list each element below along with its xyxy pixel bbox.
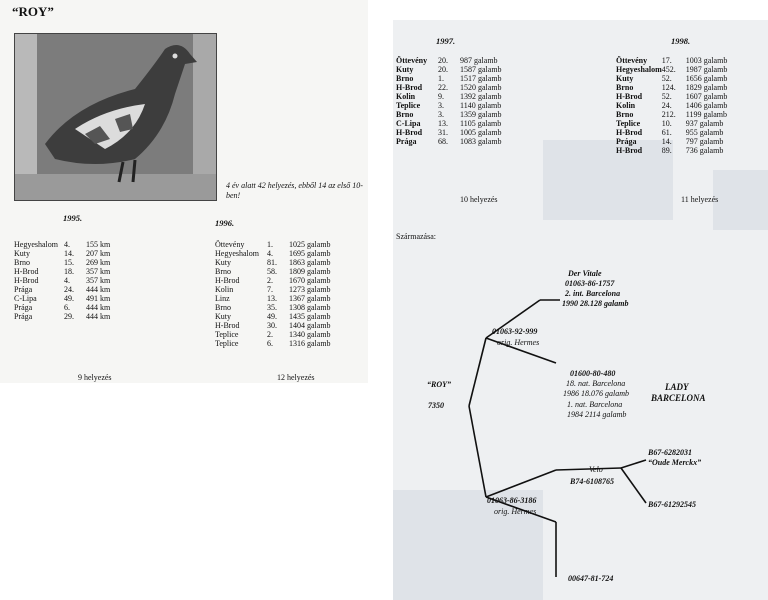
- result-rank: 35.: [267, 303, 277, 312]
- result-value: 1435 galamb: [289, 312, 331, 321]
- year-1997-heading: 1997.: [436, 36, 456, 46]
- result-value: 1392 galamb: [460, 92, 502, 101]
- year-1998-heading: 1998.: [671, 36, 691, 46]
- photo-caption: 4 év alatt 42 helyezés, ebből 14 az első 10-ben!: [226, 181, 363, 200]
- result-rank: 68.: [438, 137, 448, 146]
- result-rank: 31.: [438, 128, 448, 137]
- result-rank: 1.: [438, 74, 444, 83]
- result-rank: 4.: [64, 240, 70, 249]
- result-place: Kuty: [616, 74, 634, 83]
- result-value: 1199 galamb: [685, 110, 728, 119]
- sire-dam-note2: 1986 18.076 galamb: [563, 389, 629, 398]
- result-rank: 81.: [267, 258, 277, 267]
- result-place: H-Brod: [616, 146, 643, 155]
- result-place: Kuty: [215, 258, 231, 267]
- result-rank: 29.: [64, 312, 74, 321]
- result-rank: 10.: [661, 119, 672, 128]
- result-place: Öttevény: [396, 56, 428, 65]
- result-place: Prága: [14, 303, 33, 312]
- result-place: C-Lipa: [396, 119, 421, 128]
- result-value: 1406 galamb: [685, 101, 728, 110]
- sire-sire-note1: 2. int. Barcelona: [565, 289, 621, 298]
- result-place: Hegyeshalom: [616, 65, 662, 74]
- result-value: 444 km: [86, 312, 111, 321]
- result-rank: 49.: [267, 312, 277, 321]
- dam-ring: 01063-86-3186: [487, 496, 537, 505]
- result-rank: 15.: [64, 258, 74, 267]
- result-value: 1607 galamb: [685, 92, 728, 101]
- result-place: Brno: [396, 74, 414, 83]
- result-value: 444 km: [86, 303, 111, 312]
- result-rank: 6.: [64, 303, 70, 312]
- dam-sire-sire-name: “Oude Merckx”: [648, 458, 702, 467]
- result-place: Öttevény: [215, 240, 245, 249]
- result-place: Brno: [616, 110, 634, 119]
- result-rank: 2.: [267, 276, 273, 285]
- result-place: Brno: [396, 110, 414, 119]
- result-place: H-Brod: [14, 267, 39, 276]
- total-1998: 11 helyezés: [681, 195, 719, 204]
- sire-sire-note2: 1990 28.128 galamb: [562, 299, 629, 308]
- result-rank: 6.: [267, 339, 273, 348]
- result-value: 1520 galamb: [460, 83, 502, 92]
- result-place: Kuty: [396, 65, 414, 74]
- roy-ring: 7350: [428, 401, 444, 410]
- result-place: H-Brod: [396, 83, 423, 92]
- result-place: H-Brod: [616, 92, 643, 101]
- pedigree-heading: Származása:: [396, 232, 436, 241]
- result-rank: 58.: [267, 267, 277, 276]
- result-rank: 17.: [661, 56, 672, 65]
- sire-dam-note3: 1. nat. Barcelona: [567, 400, 623, 409]
- result-rank: 61.: [661, 128, 672, 137]
- result-value: 736 galamb: [685, 146, 724, 155]
- result-value: 1359 galamb: [460, 110, 502, 119]
- result-value: 1083 galamb: [460, 137, 502, 146]
- result-place: Brno: [14, 258, 30, 267]
- page-title: “ROY”: [12, 4, 54, 19]
- sire-sire-ring: 01063-86-1757: [565, 279, 615, 288]
- result-value: 1987 galamb: [685, 65, 728, 74]
- result-place: Teplice: [215, 330, 239, 339]
- dam-sire-dam-ring: B67-61292545: [648, 500, 696, 509]
- result-rank: 22.: [438, 83, 448, 92]
- result-rank: 4.: [64, 276, 70, 285]
- result-rank: 3.: [438, 110, 444, 119]
- result-rank: 9.: [438, 92, 444, 101]
- result-rank: 124.: [661, 83, 676, 92]
- result-rank: 52.: [661, 74, 672, 83]
- result-place: Kuty: [14, 249, 30, 258]
- result-value: 1809 galamb: [289, 267, 331, 276]
- result-value: 1340 galamb: [289, 330, 331, 339]
- result-rank: 2.: [267, 330, 273, 339]
- dam-sire-ring: B74-6108765: [570, 477, 614, 486]
- result-value: 937 galamb: [685, 119, 724, 128]
- result-value: 491 km: [86, 294, 111, 303]
- result-place: Brno: [215, 267, 231, 276]
- result-rank: 52.: [661, 92, 672, 101]
- result-rank: 7.: [267, 285, 273, 294]
- result-place: H-Brod: [616, 128, 643, 137]
- sire-dam-note4: 1984 2114 galamb: [567, 410, 627, 419]
- result-rank: 49.: [64, 294, 74, 303]
- result-rank: 24.: [64, 285, 74, 294]
- result-place: Teplice: [215, 339, 239, 348]
- result-value: 955 galamb: [685, 128, 724, 137]
- year-1995-heading: 1995.: [63, 213, 83, 223]
- result-value: 357 km: [86, 276, 111, 285]
- result-place: Prága: [616, 137, 637, 146]
- result-value: 1656 galamb: [685, 74, 728, 83]
- result-place: C-Lipa: [14, 294, 37, 303]
- result-place: Kolin: [215, 285, 234, 294]
- result-value: 1316 galamb: [289, 339, 331, 348]
- result-place: H-Brod: [396, 128, 423, 137]
- result-place: Hegyeshalom: [14, 240, 58, 249]
- result-value: 444 km: [86, 285, 111, 294]
- sire-ring: 01063-92-999: [492, 327, 538, 336]
- roy-name: “ROY”: [427, 380, 451, 389]
- dam-dam-ring: 00647-81-724: [568, 574, 614, 583]
- result-value: 1695 galamb: [289, 249, 331, 258]
- result-value: 1025 galamb: [289, 240, 331, 249]
- result-rank: 13.: [438, 119, 448, 128]
- result-place: Kolin: [616, 101, 636, 110]
- sire-dam-note1: 18. nat. Barcelona: [566, 379, 626, 388]
- result-value: 155 km: [86, 240, 111, 249]
- result-place: Öttevény: [616, 56, 648, 65]
- result-place: Kuty: [215, 312, 231, 321]
- result-rank: 24.: [661, 101, 672, 110]
- year-1996-heading: 1996.: [215, 218, 235, 228]
- result-rank: 1.: [267, 240, 273, 249]
- sire-note: orig. Hermes: [497, 338, 540, 347]
- result-value: 1105 galamb: [460, 119, 502, 128]
- sire-dam-ring: 01600-80-480: [570, 369, 616, 378]
- result-rank: 14.: [661, 137, 672, 146]
- result-value: 1670 galamb: [289, 276, 331, 285]
- result-place: H-Brod: [215, 321, 240, 330]
- result-value: 1003 galamb: [685, 56, 728, 65]
- result-place: Teplice: [396, 101, 421, 110]
- result-rank: 89.: [661, 146, 672, 155]
- sire-dam-name-line1: LADY: [665, 382, 689, 392]
- result-rank: 452.: [661, 65, 676, 74]
- dam-sire-name: Velo: [589, 465, 603, 474]
- result-rank: 20.: [438, 65, 448, 74]
- result-value: 1273 galamb: [289, 285, 331, 294]
- result-rank: 4.: [267, 249, 273, 258]
- dam-sire-sire-ring: B67-6282031: [648, 448, 692, 457]
- result-place: Prága: [14, 285, 33, 294]
- result-value: 1367 galamb: [289, 294, 331, 303]
- result-value: 269 km: [86, 258, 111, 267]
- result-value: 1404 galamb: [289, 321, 331, 330]
- sire-sire-name: Der Vitale: [568, 269, 602, 278]
- result-rank: 14.: [64, 249, 74, 258]
- result-value: 1005 galamb: [460, 128, 502, 137]
- result-rank: 18.: [64, 267, 74, 276]
- total-1996: 12 helyezés: [277, 373, 315, 382]
- result-value: 1829 galamb: [685, 83, 728, 92]
- result-value: 1587 galamb: [460, 65, 502, 74]
- result-rank: 3.: [438, 101, 444, 110]
- result-place: Kolin: [396, 92, 416, 101]
- result-value: 1140 galamb: [460, 101, 502, 110]
- dam-note: orig. Hermes: [494, 507, 537, 516]
- result-place: Brno: [616, 83, 634, 92]
- result-place: Prága: [396, 137, 417, 146]
- total-1997: 10 helyezés: [460, 195, 498, 204]
- result-value: 1308 galamb: [289, 303, 331, 312]
- result-value: 987 galamb: [460, 56, 498, 65]
- result-rank: 20.: [438, 56, 448, 65]
- result-place: Linz: [215, 294, 230, 303]
- sire-dam-name-line2: BARCELONA: [651, 393, 706, 403]
- result-place: H-Brod: [14, 276, 39, 285]
- total-1995: 9 helyezés: [78, 373, 112, 382]
- result-place: Hegyeshalom: [215, 249, 259, 258]
- result-value: 207 km: [86, 249, 111, 258]
- result-rank: 30.: [267, 321, 277, 330]
- result-value: 797 galamb: [685, 137, 724, 146]
- result-place: H-Brod: [215, 276, 240, 285]
- result-place: Teplice: [616, 119, 641, 128]
- result-value: 357 km: [86, 267, 111, 276]
- result-place: Brno: [215, 303, 231, 312]
- result-value: 1863 galamb: [289, 258, 331, 267]
- result-rank: 212.: [661, 110, 676, 119]
- result-rank: 13.: [267, 294, 277, 303]
- result-value: 1517 galamb: [460, 74, 502, 83]
- result-place: Prága: [14, 312, 33, 321]
